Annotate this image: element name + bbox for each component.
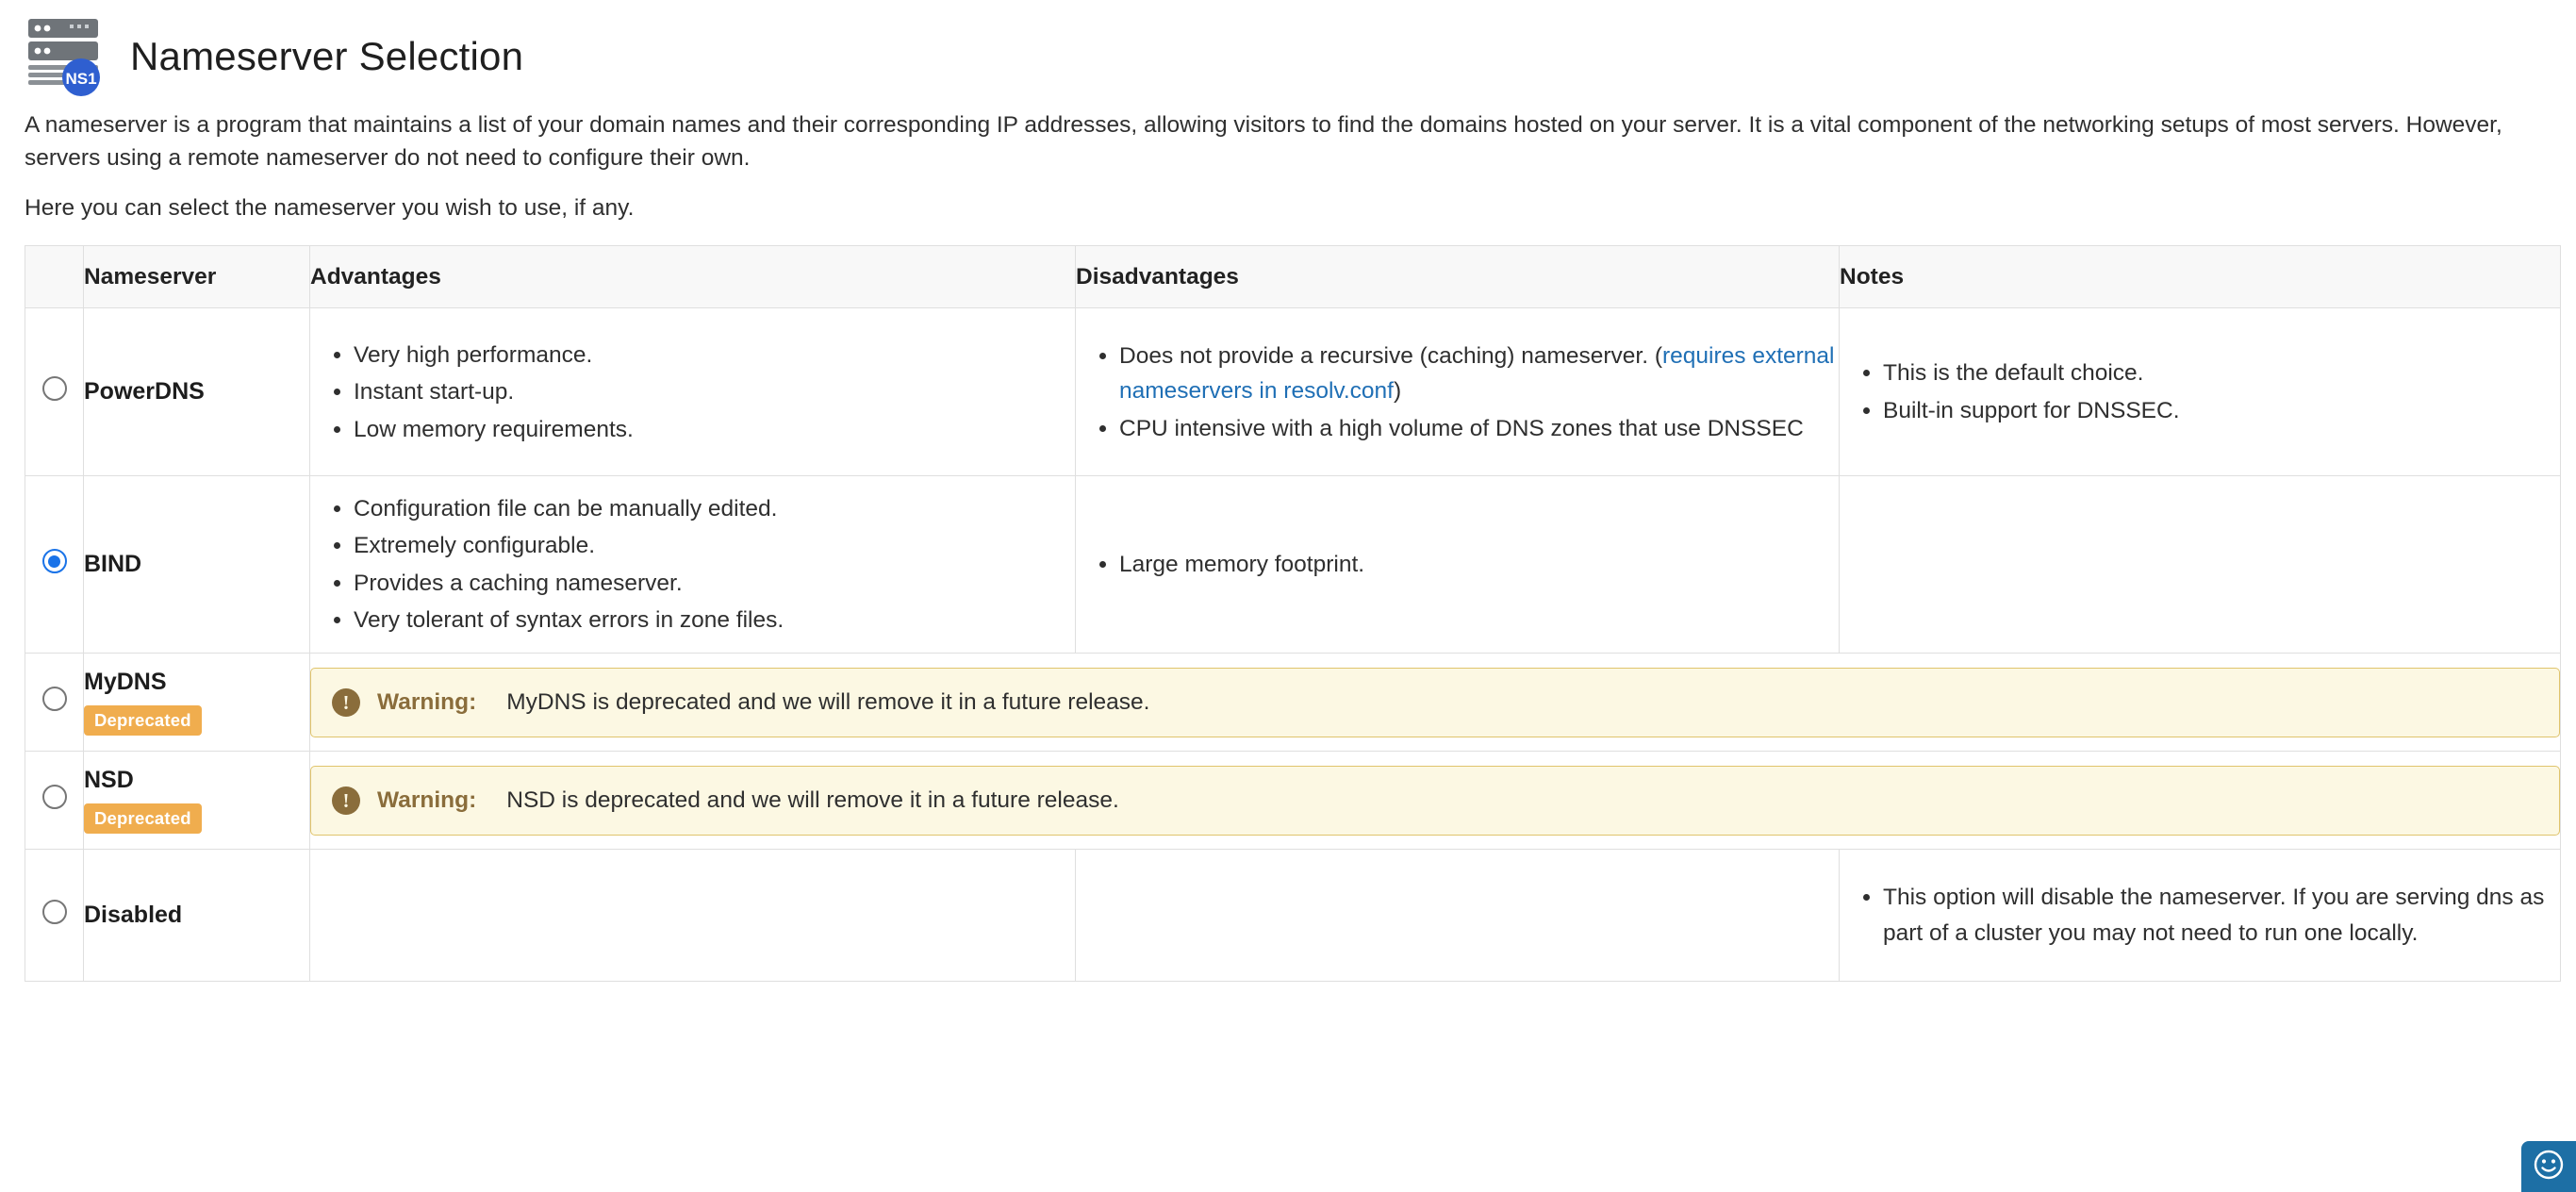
table-row <box>25 850 2561 982</box>
list-item: • Built-in support for DNSSEC. <box>1883 393 2560 428</box>
radio-cell-nsd[interactable] <box>25 752 84 850</box>
warning-icon: ! <box>332 688 360 717</box>
status-badge: Deprecated <box>84 705 202 736</box>
radio-disabled[interactable] <box>42 900 67 924</box>
list-item: • Provides a caching nameserver. <box>354 566 1075 601</box>
list-item: • Low memory requirements. <box>354 412 1075 447</box>
warning-box <box>310 766 2560 836</box>
table-row <box>25 654 2561 752</box>
chat-widget-button[interactable] <box>2521 1141 2576 1192</box>
warning-label: Warning: <box>377 688 477 715</box>
column-header-disadvantages: Disadvantages <box>1076 246 1840 308</box>
disadvantage-text-post: ) <box>1393 378 1402 405</box>
warning-label: Warning: <box>377 786 477 813</box>
svg-text:NS1: NS1 <box>65 70 97 88</box>
warning-text: MyDNS is deprecated and we will remove it in a future release. <box>506 688 1150 715</box>
list-item: • Very high performance. <box>354 338 1075 372</box>
nameserver-table <box>25 245 2561 982</box>
nameserver-name-bind: BIND <box>84 476 310 654</box>
list-item <box>1119 339 1839 409</box>
column-header-nameserver: Nameserver <box>84 246 310 308</box>
intro-paragraph-1: A nameserver is a program that maintains a list of your domain names and their corresponding IP addresses, allowing visitors to find the domains hosted on your server. It is a vital component of the networking setups of most servers. However, servers using a remote nameserver do not need to configure their own. <box>25 112 2502 171</box>
column-header-notes: Notes <box>1840 246 2561 308</box>
nameserver-name-disabled: Disabled <box>84 850 310 982</box>
nameserver-name-mydns <box>84 654 310 752</box>
disadvantages-powerdns <box>1076 308 1840 476</box>
warning-icon: ! <box>332 786 360 815</box>
nameserver-ns1-icon <box>25 13 111 100</box>
warning-box <box>310 668 2560 737</box>
radio-mydns[interactable] <box>42 687 67 711</box>
list-item: • This option will disable the nameserver. If you are serving dns as part of a cluster you may not need to run one locally. <box>1883 880 2560 951</box>
list-item: • Configuration file can be manually edited. <box>354 491 1075 526</box>
table-row <box>25 476 2561 654</box>
advantages-bind <box>310 476 1076 654</box>
radio-cell-bind[interactable] <box>25 476 84 654</box>
list-item: • Instant start-up. <box>354 374 1075 409</box>
disadvantage-text-pre: Does not provide a recursive (caching) nameserver. ( <box>1119 342 1663 369</box>
warning-cell-mydns <box>310 654 2561 752</box>
notes-powerdns <box>1840 308 2561 476</box>
advantages-powerdns <box>310 308 1076 476</box>
table-row <box>25 752 2561 850</box>
column-header-select <box>25 246 84 308</box>
warning-text: NSD is deprecated and we will remove it in a future release. <box>506 786 1119 813</box>
warning-cell-nsd <box>310 752 2561 850</box>
radio-cell-powerdns[interactable] <box>25 308 84 476</box>
disadvantages-disabled <box>1076 850 1840 982</box>
nameserver-label: NSD <box>84 767 134 794</box>
notes-bind <box>1840 476 2561 654</box>
radio-powerdns[interactable] <box>42 376 67 401</box>
disadvantages-bind <box>1076 476 1840 654</box>
chat-smiley-icon <box>2533 1149 2565 1185</box>
page-header <box>25 13 2551 100</box>
list-item: • CPU intensive with a high volume of DNS zones that use DNSSEC <box>1119 411 1839 446</box>
nameserver-name-nsd <box>84 752 310 850</box>
intro-paragraph-2: Here you can select the nameserver you wish to use, if any. <box>25 194 635 221</box>
radio-cell-mydns[interactable] <box>25 654 84 752</box>
radio-cell-disabled[interactable] <box>25 850 84 982</box>
nameserver-label: MyDNS <box>84 669 167 696</box>
list-item: • Very tolerant of syntax errors in zone files. <box>354 603 1075 637</box>
list-item: • Extremely configurable. <box>354 528 1075 563</box>
status-badge: Deprecated <box>84 803 202 834</box>
radio-bind[interactable] <box>42 549 67 573</box>
radio-nsd[interactable] <box>42 785 67 809</box>
table-header-row <box>25 246 2561 308</box>
page-title: Nameserver Selection <box>130 34 524 78</box>
nameserver-name-powerdns: PowerDNS <box>84 308 310 476</box>
advantages-disabled <box>310 850 1076 982</box>
list-item: • Large memory footprint. <box>1119 547 1839 582</box>
column-header-advantages: Advantages <box>310 246 1076 308</box>
list-item: • This is the default choice. <box>1883 356 2560 390</box>
resolv-conf-link[interactable]: requires external nameservers in resolv.conf <box>1119 342 1835 405</box>
table-row <box>25 308 2561 476</box>
notes-disabled <box>1840 850 2561 982</box>
